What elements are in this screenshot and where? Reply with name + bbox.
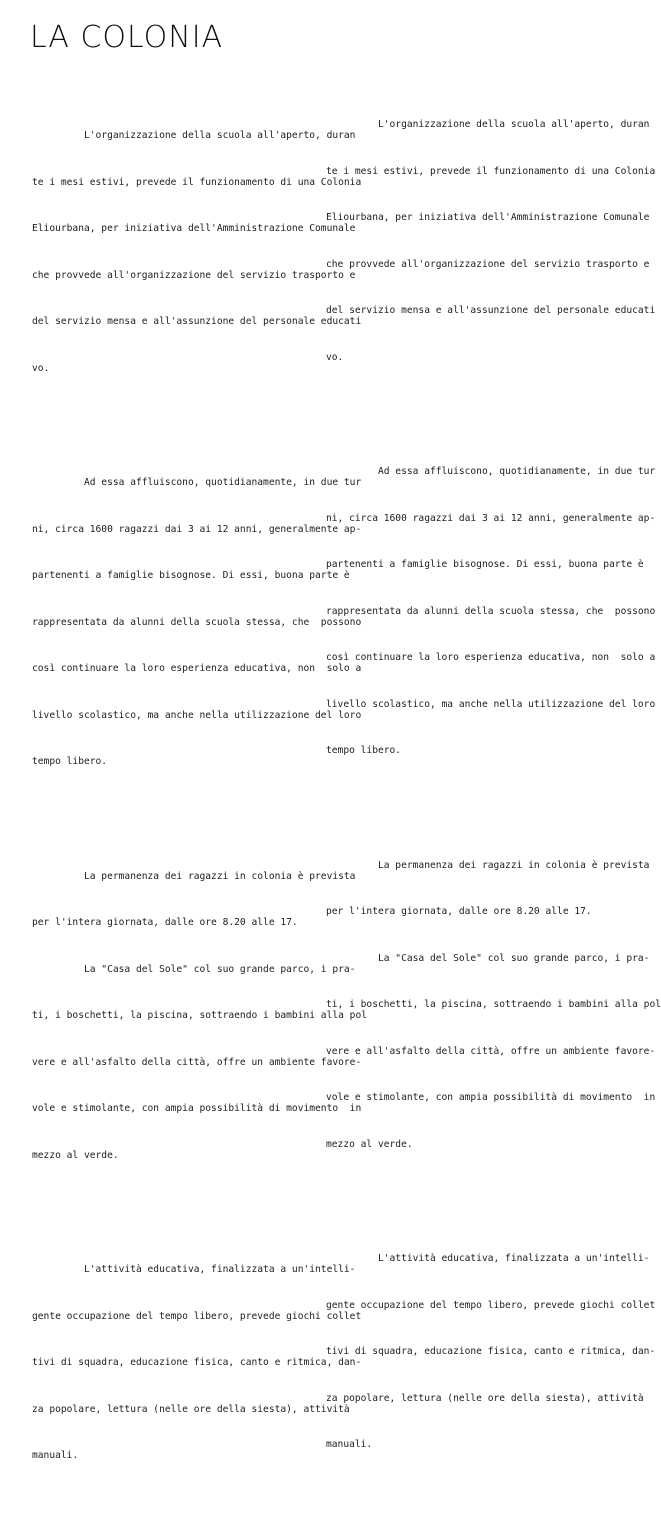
text-line: za popolare, lettura (nelle ore della siesta), attività — [32, 1403, 350, 1415]
paragraph — [326, 433, 661, 790]
paragraph — [32, 1231, 367, 1495]
paragraph — [326, 86, 661, 396]
left-text-column — [32, 66, 367, 1516]
text-line: così continuare la loro esperienza educativa, non solo a — [32, 663, 362, 674]
paragraph — [326, 827, 661, 1184]
text-line: vole e stimolante, con ampia possibilità di movimento in — [326, 1092, 656, 1103]
text-line: per l'intera giornata, dalle ore 8.20 alle 17. — [326, 906, 592, 917]
text-line: gente occupazione del tempo libero, prevede giochi collet — [326, 1299, 656, 1311]
text-line: vo. — [326, 351, 344, 363]
text-line: del servizio mensa e all'assunzione del personale educati — [326, 305, 656, 316]
text-line: tempo libero. — [326, 745, 402, 756]
paragraph — [32, 444, 367, 801]
text-line: Eliourbana, per iniziativa dell'Amministrazione Comunale — [326, 212, 650, 223]
text-line: L'attività educativa, finalizzata a un'intelli- — [32, 1264, 356, 1275]
right-text-column — [326, 55, 661, 1505]
text-line: ti, i boschetti, la piscina, sottraendo i bambini alla pol — [326, 999, 661, 1010]
text-line: Eliourbana, per iniziativa dell'Amministrazione Comunale — [32, 223, 356, 234]
text-line: partenenti a famiglie bisognose. Di essi, buona parte è — [326, 559, 644, 570]
text-line: livello scolastico, ma anche nella utilizzazione del loro — [326, 698, 656, 710]
text-line: per l'intera giornata, dalle ore 8.20 alle 17. — [32, 917, 298, 928]
text-line: vere e all'asfalto della città, offre un ambiente favore- — [326, 1045, 656, 1057]
text-line: tempo libero. — [32, 756, 108, 767]
text-line: mezzo al verde. — [326, 1138, 413, 1150]
paragraph — [32, 97, 367, 407]
text-line: che provvede all'organizzazione del servizio trasporto e — [326, 258, 650, 270]
text-line: del servizio mensa e all'assunzione del personale educati — [32, 316, 362, 327]
text-line: te i mesi estivi, prevede il funzionamento di una Colonia — [32, 176, 362, 188]
text-line: rappresentata da alunni della scuola stessa, che possono — [326, 605, 656, 617]
text-line: ti, i boschetti, la piscina, sottraendo i bambini alla pol — [32, 1010, 368, 1021]
text-line: vere e all'asfalto della città, offre un ambiente favore- — [32, 1056, 362, 1068]
text-line: mezzo al verde. — [32, 1149, 119, 1161]
text-line: za popolare, lettura (nelle ore della siesta), attività — [326, 1392, 644, 1404]
text-line: Ad essa affluiscono, quotidianamente, in due tur — [32, 477, 362, 488]
text-line: Ad essa affluiscono, quotidianamente, in due tur — [326, 466, 656, 477]
text-line: ni, circa 1600 ragazzi dai 3 ai 12 anni, generalmente ap- — [326, 512, 656, 524]
text-line: manuali. — [326, 1439, 373, 1450]
paragraph — [32, 838, 367, 1195]
text-line: L'attività educativa, finalizzata a un'intelli- — [326, 1253, 650, 1264]
text-line: L'organizzazione della scuola all'aperto, duran — [326, 119, 650, 130]
text-line: gente occupazione del tempo libero, prevede giochi collet — [32, 1310, 362, 1322]
text-line: te i mesi estivi, prevede il funzionamento di una Colonia — [326, 165, 656, 177]
text-line: L'organizzazione della scuola all'aperto, duran — [32, 130, 356, 141]
text-line: ni, circa 1600 ragazzi dai 3 ai 12 anni, generalmente ap- — [32, 523, 362, 535]
page-title: LA COLONIA — [30, 20, 224, 55]
text-line: livello scolastico, ma anche nella utilizzazione del loro — [32, 709, 362, 721]
text-line: vo. — [32, 362, 50, 374]
text-line: rappresentata da alunni della scuola stessa, che possono — [32, 616, 362, 628]
text-line: tivi di squadra, educazione fisica, canto e ritmica, dan- — [32, 1357, 362, 1368]
text-line: La permanenza dei ragazzi in colonia è prevista — [326, 859, 650, 871]
text-line: che provvede all'organizzazione del servizio trasporto e — [32, 269, 356, 281]
paragraph — [326, 1220, 661, 1484]
text-line: così continuare la loro esperienza educativa, non solo a — [326, 652, 656, 663]
text-line: vole e stimolante, con ampia possibilità di movimento in — [32, 1103, 362, 1114]
text-line: La permanenza dei ragazzi in colonia è prevista — [32, 870, 356, 882]
text-line: manuali. — [32, 1450, 79, 1461]
text-line: La "Casa del Sole" col suo grande parco, i pra- — [326, 952, 650, 964]
text-line: partenenti a famiglie bisognose. Di essi, buona parte è — [32, 570, 350, 581]
text-line: tivi di squadra, educazione fisica, canto e ritmica, dan- — [326, 1346, 656, 1357]
text-line: La "Casa del Sole" col suo grande parco, i pra- — [32, 963, 356, 975]
